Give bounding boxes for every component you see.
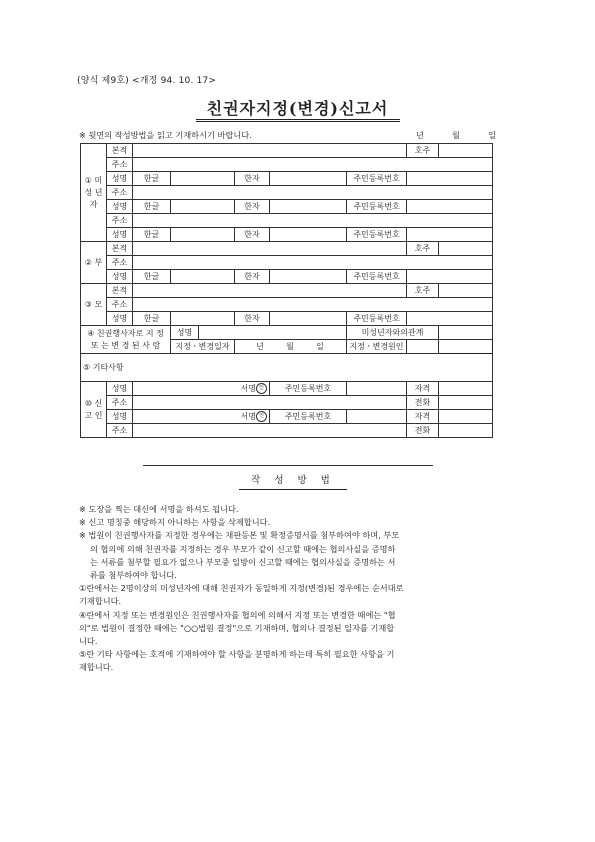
instruction-line: 재합니다. [79,662,114,673]
juso-label: 주소 [107,298,133,312]
mother-hanja-field[interactable] [270,312,347,326]
reporter-qualification-field-2[interactable] [439,410,493,424]
minor-juso-field-1[interactable] [133,158,493,172]
instruction-line: 기재합니다. [79,596,122,607]
instruction-line: ※ 도장을 찍는 대신에 서명을 하셔도 됩니다. [79,504,239,514]
designee-section-label: ④ 친권행사자로 지 정 또 는 변 경 된 사 람 [81,326,171,354]
minor-row-juso-2 [81,186,493,200]
page-title: 친권자지정(변경)신고서 [206,99,389,118]
mother-juso-field[interactable] [133,298,493,312]
sign-label: 서명 [240,411,256,421]
hanja-label: 한자 [235,172,270,186]
mother-row-juso [81,298,493,312]
name-label: 성명 [107,172,133,186]
juso-label: 주소 [107,424,133,438]
form-code: (양식 제9호) <개정 94. 10. 17> [77,76,217,86]
honjeok-label: 본적 [107,284,133,298]
change-reason-label: 지정ㆍ변경원인 [347,340,407,354]
minor-hangeul-field-2[interactable] [171,200,235,214]
father-row-juso [81,256,493,270]
change-date-label: 지정ㆍ변경일자 [171,340,235,354]
mother-hangeul-field[interactable] [171,312,235,326]
designee-name-label: 성명 [171,326,199,340]
mother-resident-no-field[interactable] [407,312,493,326]
father-hanja-field[interactable] [270,270,347,284]
date-day-label: 일 [488,130,496,140]
instruction-line: ④란에서 지정 또는 변경원인은 친권행사자를 협의에 의해서 지정 또는 변경한 때에는 "협 [79,609,396,620]
change-date-field[interactable] [235,340,347,354]
relation-field[interactable] [439,326,493,340]
instruction-line: 의"로 법원이 결정한 때에는 "○○법원 결정"으로 기재하며, 협의나 결정된 일자를 기재합 [79,622,395,633]
instruction-line: 니다. [79,636,98,647]
minor-hangeul-field-1[interactable] [171,172,235,186]
reporter-row-juso-1 [81,396,493,410]
name-label: 성명 [107,228,133,242]
resident-no-label: 주민등록번호 [347,200,407,214]
change-date-year: 년 [256,341,265,351]
reporter-resident-no-field-2[interactable] [347,410,407,424]
father-section-label: ② 부 [81,242,107,284]
hoju-label: 호주 [407,242,439,256]
report-date [416,130,496,141]
resident-no-label: 주민등록번호 [347,172,407,186]
father-hangeul-field[interactable] [171,270,235,284]
resident-no-label: 주민등록번호 [347,270,407,284]
resident-no-label: 주민등록번호 [347,312,407,326]
reporter-row-juso-2 [81,424,493,438]
minor-section-label: ① 미 성 년 자 [81,144,107,242]
name-label: 성명 [107,410,133,424]
father-row-name [81,270,493,284]
minor-row-name-3 [81,228,493,242]
hangeul-label: 한글 [133,270,171,284]
reporter-row-name-1 [81,382,493,396]
other-row [81,354,493,382]
juso-label: 주소 [107,256,133,270]
honjeok-label: 본적 [107,144,133,158]
minor-row-name-1 [81,172,493,186]
instruction-line: ※ 신고 명칭중 해당하지 아니하는 사항을 삭제합니다. [79,517,271,528]
instructions-heading: 작성방법 [251,475,344,486]
minor-row-juso-3 [81,214,493,228]
minor-hoju-field[interactable] [439,144,493,158]
honjeok-label: 본적 [107,242,133,256]
minor-row-honjeok [81,144,493,158]
hanja-label: 한자 [235,228,270,242]
father-hoju-field[interactable] [439,242,493,256]
phone-label: 전화 [407,396,439,410]
reporter-row-name-2 [81,410,493,424]
instruction-line: ⑤란 기타 사항에는 호적에 기재하여야 할 사항을 분명하게 하는데 특히 필요한 사항을 기 [79,649,395,660]
seal-mark-icon: 인 [256,383,267,394]
juso-label: 주소 [107,186,133,200]
name-label: 성명 [107,200,133,214]
minor-resident-no-field-3[interactable] [407,228,493,242]
hangeul-label: 한글 [133,228,171,242]
other-label: ⑤ 기타사항 [83,362,124,372]
resident-no-label: 주민등록번호 [270,382,347,396]
reporter-phone-field-2[interactable] [439,424,493,438]
mother-hoju-field[interactable] [439,284,493,298]
date-month-label: 월 [452,130,460,140]
designee-name-field[interactable] [199,326,347,340]
reporter-resident-no-field-1[interactable] [347,382,407,396]
qualification-label: 자격 [407,382,439,396]
relation-label: 미성년자와의관계 [347,326,439,340]
phone-label: 전화 [407,424,439,438]
reporter-phone-field-1[interactable] [439,396,493,410]
seal-mark-icon: 인 [256,411,267,422]
father-honjeok-field[interactable] [133,242,407,256]
heading-underline [239,489,347,490]
title-underline [196,119,400,122]
reporter-juso-field-1[interactable] [133,396,407,410]
hanja-label: 한자 [235,200,270,214]
minor-juso-field-3[interactable] [133,214,493,228]
minor-row-name-2 [81,200,493,214]
hanja-label: 한자 [235,312,270,326]
name-label: 성명 [107,382,133,396]
hangeul-label: 한글 [133,312,171,326]
minor-hangeul-field-3[interactable] [171,228,235,242]
mother-row-name [81,312,493,326]
reporter-name-field-1[interactable] [133,382,270,396]
reporter-qualification-field-1[interactable] [439,382,493,396]
other-field[interactable] [81,354,493,382]
name-label: 성명 [107,312,133,326]
hoju-label: 호주 [407,284,439,298]
hanja-label: 한자 [235,270,270,284]
father-juso-field[interactable] [133,256,493,270]
minor-resident-no-field-1[interactable] [407,172,493,186]
juso-label: 주소 [107,214,133,228]
instruction-note: ※ 뒷면의 작성방법을 읽고 기재하시기 바랍니다. [79,130,252,140]
hoju-label: 호주 [407,144,439,158]
change-date-month: 월 [286,341,295,351]
divider-line [143,465,433,466]
reporter-name-field-2[interactable] [133,410,270,424]
instruction-line: 류를 첨부하여야 합니다. [90,570,177,581]
minor-honjeok-field[interactable] [133,144,407,158]
reporter-section-label: ⑩ 신 고 인 [81,382,107,438]
mother-section-label: ③ 모 [81,284,107,326]
designee-row-name [81,326,493,340]
father-row-honjeok [81,242,493,256]
father-resident-no-field[interactable] [407,270,493,284]
sign-label: 서명 [240,383,256,393]
minor-hanja-field-2[interactable] [270,200,347,214]
instructions-body [79,503,499,675]
reporter-juso-field-2[interactable] [133,424,407,438]
minor-resident-no-field-2[interactable] [407,200,493,214]
instruction-line: ①란에서는 2명이상의 미성년자에 대해 친권자가 동일하게 지정(변경)된 경우에는 순서대로 [79,583,404,594]
date-year-label: 년 [416,130,424,140]
minor-hanja-field-1[interactable] [270,172,347,186]
instruction-line: 는 서류를 첨부할 필요가 없으나 부모중 일방이 신고할 때에는 협의사실을 증명하는 서 [90,556,396,567]
qualification-label: 자격 [407,410,439,424]
mother-row-honjeok [81,284,493,298]
resident-no-label: 주민등록번호 [270,410,347,424]
minor-juso-field-2[interactable] [133,186,493,200]
change-date-day: 일 [316,341,325,351]
juso-label: 주소 [107,158,133,172]
instruction-line: ※ 법원이 친권행사자를 지정한 경우에는 재판등본 및 확정증명서를 첨부하여야 하며, 부모 [79,530,400,541]
minor-hanja-field-3[interactable] [270,228,347,242]
hangeul-label: 한글 [133,172,171,186]
juso-label: 주소 [107,396,133,410]
report-form-table [80,143,493,438]
resident-no-label: 주민등록번호 [347,228,407,242]
name-label: 성명 [107,270,133,284]
change-reason-field[interactable] [407,340,439,354]
minor-row-juso-1 [81,158,493,172]
hangeul-label: 한글 [133,200,171,214]
instruction-line: 의 협의에 의해 친권자를 지정하는 경우 부모가 같이 신고할 때에는 협의사실을 증명하 [90,543,396,554]
mother-honjeok-field[interactable] [133,284,407,298]
